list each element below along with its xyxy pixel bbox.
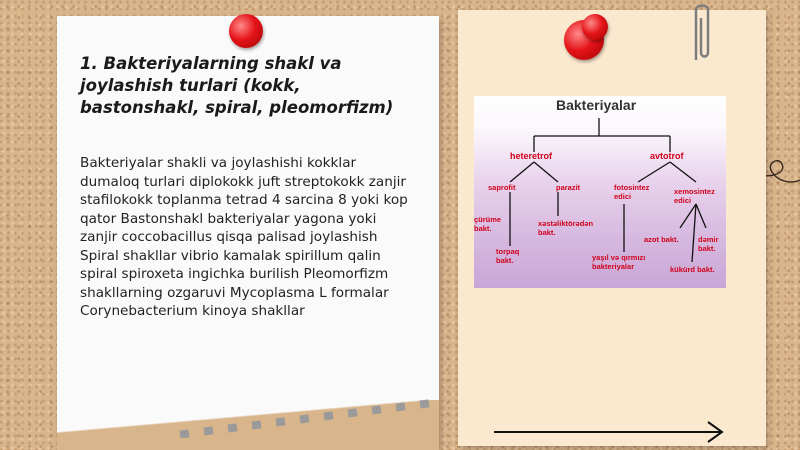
pushpin-right-head: [582, 14, 608, 40]
card-title: 1. Bakteriyalarning shakl va joylashish turlari (kokk, bastonshakl, spiral, pleomorfizm): [80, 54, 394, 117]
label-avtotrof: avtotrof: [650, 151, 684, 161]
label-parazit: parazit: [556, 183, 581, 192]
label-xesteli: xəstəliktörədən bakt.: [538, 219, 594, 237]
label-xemosintez: xemosintez edici: [674, 187, 715, 205]
arrow-right-icon: [494, 420, 726, 446]
label-fotosintez: fotosintez edici: [614, 183, 650, 201]
label-demir: dəmir bakt.: [698, 235, 719, 253]
card-body-text: Bakteriyalar shakli va joylashishi kokklar dumaloq turlari diplokokk juft streptokokk zanjir stafilokokk toplanma tetrad 4 sarcina 8 yoki kop qator Bastonshakl bakteriyalar yagona yoki zanjir coccobacillus qisqa palisad joylashish Spiral shakllar vibrio kamalak spirillum qalin spiral spiroxeta ingichka burilish Pleomorfizm shakllarning ozgaruvi Mycoplasma L formalar Corynebacterium kinoya shakllar: [80, 155, 408, 319]
classification-diagram: [474, 96, 726, 288]
label-yasil: yaşıl və qırmızı bakteriyalar: [592, 253, 646, 271]
paperclip-icon: [688, 0, 716, 68]
label-curitme: çürüme bakt.: [474, 215, 502, 233]
pushpin-left: [229, 14, 263, 48]
diagram-title: Bakteriyalar: [556, 97, 637, 113]
label-heterotrof: heteretrof: [510, 151, 553, 161]
label-saprofit: saprofit: [488, 183, 516, 192]
label-azot: azot bakt.: [644, 235, 679, 244]
label-kukurd: kükürd bakt.: [670, 265, 715, 274]
label-torpaq: torpaq bakt.: [496, 247, 520, 265]
torn-perforation: [170, 398, 440, 438]
